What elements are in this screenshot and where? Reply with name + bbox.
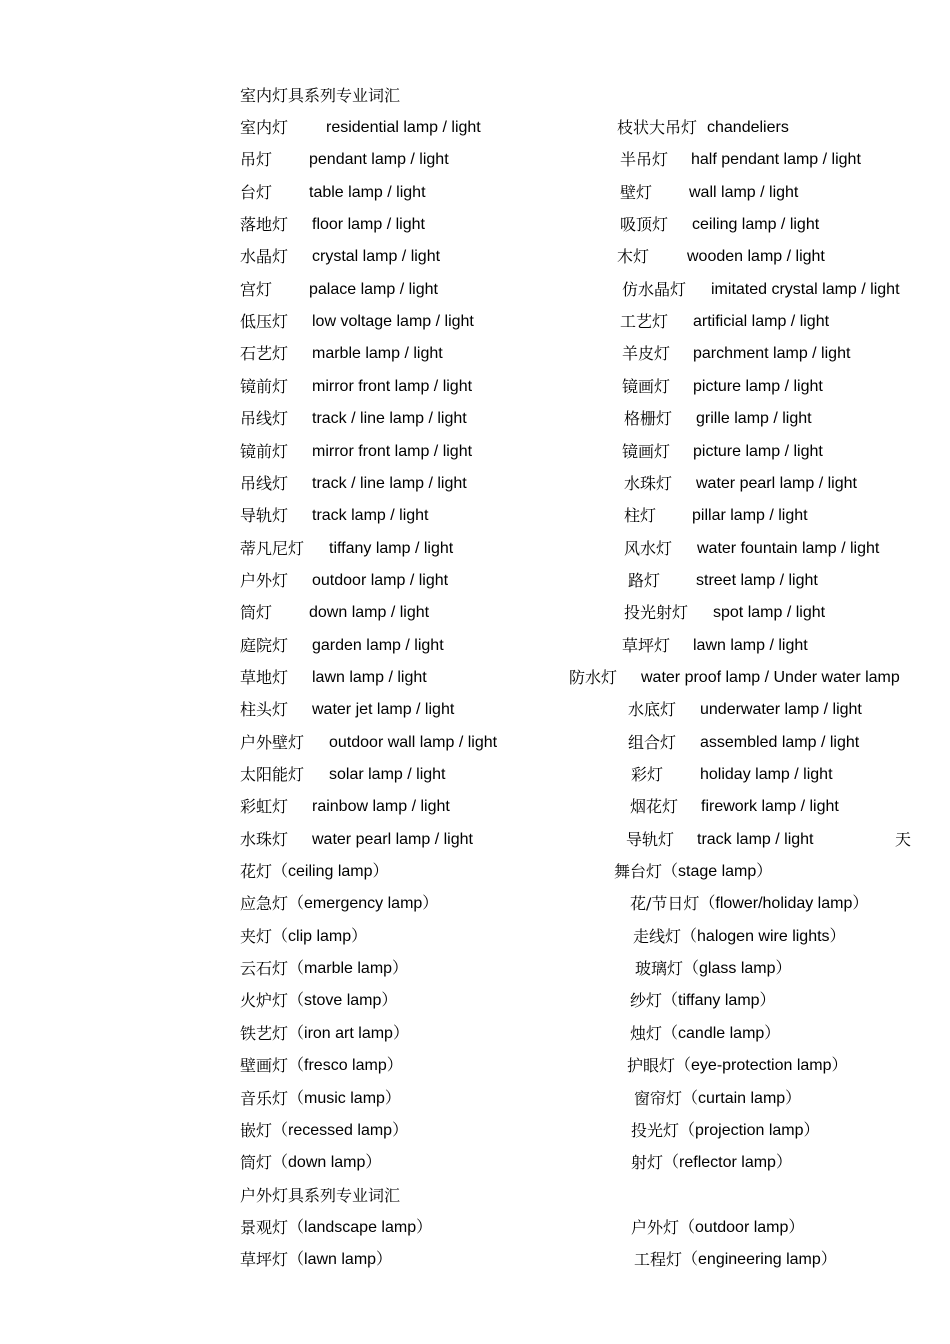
term-chinese: 风水灯 bbox=[624, 538, 673, 558]
term-chinese: 射灯 bbox=[631, 1153, 664, 1173]
term-chinese: 烛灯 bbox=[630, 1023, 663, 1043]
term-english: crystal lamp / light bbox=[312, 248, 441, 266]
term-english: track / line lamp / light bbox=[312, 474, 467, 492]
term-english: imitated crystal lamp / light bbox=[711, 280, 900, 298]
term-chinese: 草地灯 bbox=[240, 667, 289, 687]
term-english: （flower/holiday lamp） bbox=[699, 895, 869, 913]
term-english: （projection lamp） bbox=[679, 1121, 820, 1139]
term-english: wall lamp / light bbox=[689, 183, 799, 201]
term-english: （fresco lamp） bbox=[288, 1057, 403, 1075]
term-chinese: 壁画灯 bbox=[240, 1056, 289, 1076]
term-english: water jet lamp / light bbox=[312, 701, 455, 719]
term-chinese: 景观灯 bbox=[240, 1218, 289, 1237]
term-chinese: 防水灯 bbox=[569, 667, 618, 687]
term-english: grille lamp / light bbox=[696, 410, 812, 428]
term-english: track lamp / light bbox=[312, 507, 429, 525]
term-english: water pearl lamp / light bbox=[696, 474, 857, 492]
term-english: （recessed lamp） bbox=[272, 1121, 409, 1139]
term-english: （music lamp） bbox=[288, 1089, 401, 1107]
term-chinese: 筒灯 bbox=[240, 603, 273, 623]
term-chinese: 筒灯 bbox=[240, 1153, 273, 1173]
term-english: （emergency lamp） bbox=[288, 895, 439, 913]
term-chinese: 路灯 bbox=[628, 570, 661, 590]
term-english: （eye-protection lamp） bbox=[675, 1057, 848, 1075]
term-chinese: 落地灯 bbox=[240, 215, 289, 235]
term-english: （glass lamp） bbox=[683, 960, 792, 978]
term-chinese: 嵌灯 bbox=[240, 1120, 273, 1140]
term-chinese: 木灯 bbox=[617, 247, 650, 267]
term-english: residential lamp / light bbox=[326, 119, 481, 136]
term-chinese: 柱头灯 bbox=[240, 700, 289, 720]
term-chinese: 仿水晶灯 bbox=[622, 279, 687, 299]
term-chinese: 镜前灯 bbox=[240, 441, 289, 461]
term-chinese: 音乐灯 bbox=[240, 1088, 289, 1108]
term-english: tiffany lamp / light bbox=[329, 539, 454, 557]
term-chinese: 水底灯 bbox=[628, 700, 677, 720]
term-chinese: 吊线灯 bbox=[240, 409, 289, 429]
term-english: chandeliers bbox=[707, 119, 789, 136]
term-english: pendant lamp / light bbox=[309, 151, 449, 169]
term-english: marble lamp / light bbox=[312, 345, 443, 363]
term-chinese: 导轨灯 bbox=[240, 506, 289, 526]
term-chinese: 护眼灯 bbox=[627, 1056, 676, 1076]
term-english: （stove lamp） bbox=[288, 992, 398, 1010]
term-english: （lawn lamp） bbox=[288, 1251, 393, 1269]
term-chinese: 水珠灯 bbox=[624, 473, 673, 493]
term-english: picture lamp / light bbox=[693, 442, 823, 460]
term-english: garden lamp / light bbox=[312, 636, 444, 654]
term-chinese: 户外壁灯 bbox=[240, 732, 305, 752]
term-chinese: 彩灯 bbox=[631, 765, 664, 784]
term-chinese: 镜画灯 bbox=[622, 376, 671, 396]
term-english: table lamp / light bbox=[309, 183, 426, 201]
term-chinese: 镜画灯 bbox=[622, 441, 671, 461]
term-english: artificial lamp / light bbox=[693, 313, 830, 331]
term-english: picture lamp / light bbox=[693, 377, 823, 395]
term-chinese: 太阳能灯 bbox=[240, 765, 305, 784]
term-english: assembled lamp / light bbox=[700, 733, 860, 751]
term-english: floor lamp / light bbox=[312, 216, 425, 234]
term-english: （candle lamp） bbox=[662, 1024, 781, 1042]
term-english: lawn lamp / light bbox=[693, 636, 808, 654]
term-chinese: 户外灯 bbox=[240, 570, 289, 590]
term-english: half pendant lamp / light bbox=[691, 151, 861, 169]
term-chinese: 柱灯 bbox=[624, 506, 657, 526]
term-english: （iron art lamp） bbox=[288, 1024, 409, 1042]
term-chinese: 走线灯 bbox=[633, 926, 682, 946]
term-english: mirror front lamp / light bbox=[312, 442, 473, 460]
term-english: （engineering lamp） bbox=[682, 1251, 837, 1269]
term-english: （clip lamp） bbox=[272, 927, 368, 945]
term-chinese: 水晶灯 bbox=[240, 247, 289, 267]
term-chinese: 彩虹灯 bbox=[240, 797, 289, 817]
term-chinese: 组合灯 bbox=[628, 732, 677, 752]
term-chinese: 室内灯 bbox=[240, 118, 289, 137]
term-english: water proof lamp / Under water lamp bbox=[641, 668, 900, 686]
term-english: wooden lamp / light bbox=[687, 248, 825, 266]
term-english: pillar lamp / light bbox=[692, 507, 808, 525]
term-english: spot lamp / light bbox=[713, 604, 826, 622]
term-chinese: 投光灯 bbox=[631, 1120, 680, 1140]
term-english: solar lamp / light bbox=[329, 766, 446, 783]
term-chinese: 工程灯 bbox=[634, 1250, 683, 1270]
term-english: （stage lamp） bbox=[662, 863, 773, 881]
term-chinese: 吸顶灯 bbox=[620, 215, 669, 235]
term-chinese: 户外灯 bbox=[631, 1218, 680, 1237]
term-english: underwater lamp / light bbox=[700, 701, 862, 719]
term-chinese: 花/节日灯 bbox=[630, 894, 700, 914]
term-english: （landscape lamp） bbox=[288, 1219, 433, 1236]
term-chinese: 窗帘灯 bbox=[634, 1088, 683, 1108]
term-english: down lamp / light bbox=[309, 604, 430, 622]
term-chinese: 应急灯 bbox=[240, 894, 289, 914]
term-english: palace lamp / light bbox=[309, 280, 438, 298]
term-english: water pearl lamp / light bbox=[312, 830, 473, 848]
term-chinese: 舞台灯 bbox=[614, 862, 663, 882]
term-chinese: 云石灯 bbox=[240, 959, 289, 979]
term-chinese: 羊皮灯 bbox=[622, 344, 671, 364]
term-chinese: 草坪灯 bbox=[240, 1250, 289, 1270]
term-english: street lamp / light bbox=[696, 571, 818, 589]
term-english: water fountain lamp / light bbox=[697, 539, 880, 557]
term-chinese: 枝状大吊灯 bbox=[617, 118, 698, 137]
term-chinese: 宫灯 bbox=[240, 279, 273, 299]
term-chinese: 水珠灯 bbox=[240, 829, 289, 849]
trailing-character: 天 bbox=[895, 830, 912, 849]
heading-outdoor-lighting-terms: 户外灯具系列专业词汇 bbox=[240, 1186, 401, 1205]
term-english: lawn lamp / light bbox=[312, 668, 427, 686]
term-chinese: 半吊灯 bbox=[620, 150, 669, 170]
term-chinese: 烟花灯 bbox=[630, 797, 679, 817]
term-english: （down lamp） bbox=[272, 1154, 382, 1172]
term-chinese: 导轨灯 bbox=[626, 829, 675, 849]
term-chinese: 庭院灯 bbox=[240, 635, 289, 655]
term-english: （curtain lamp） bbox=[682, 1089, 802, 1107]
term-english: ceiling lamp / light bbox=[692, 216, 820, 234]
term-english: track / line lamp / light bbox=[312, 410, 467, 428]
term-english: parchment lamp / light bbox=[693, 345, 851, 363]
term-chinese: 石艺灯 bbox=[240, 344, 289, 364]
term-chinese: 纱灯 bbox=[630, 991, 663, 1011]
term-english: outdoor wall lamp / light bbox=[329, 733, 498, 751]
term-chinese: 投光射灯 bbox=[624, 603, 689, 623]
term-english: （marble lamp） bbox=[288, 960, 409, 978]
term-english: （tiffany lamp） bbox=[662, 992, 776, 1010]
term-english: outdoor lamp / light bbox=[312, 571, 449, 589]
term-english: （ceiling lamp） bbox=[272, 863, 389, 881]
term-chinese: 蒂凡尼灯 bbox=[240, 538, 305, 558]
term-english: （reflector lamp） bbox=[663, 1154, 792, 1172]
term-english: （outdoor lamp） bbox=[679, 1219, 805, 1236]
term-chinese: 玻璃灯 bbox=[635, 959, 684, 979]
term-chinese: 吊线灯 bbox=[240, 473, 289, 493]
term-chinese: 镜前灯 bbox=[240, 376, 289, 396]
heading-indoor-lighting-terms: 室内灯具系列专业词汇 bbox=[240, 86, 401, 105]
term-english: mirror front lamp / light bbox=[312, 377, 473, 395]
term-english: holiday lamp / light bbox=[700, 766, 833, 783]
term-chinese: 花灯 bbox=[240, 862, 273, 882]
term-chinese: 低压灯 bbox=[240, 312, 289, 332]
term-chinese: 壁灯 bbox=[620, 182, 653, 202]
term-chinese: 铁艺灯 bbox=[240, 1023, 289, 1043]
term-chinese: 台灯 bbox=[240, 182, 273, 202]
term-chinese: 吊灯 bbox=[240, 150, 273, 170]
term-english: rainbow lamp / light bbox=[312, 798, 450, 816]
term-english: firework lamp / light bbox=[701, 798, 839, 816]
term-english: （halogen wire lights） bbox=[681, 927, 846, 945]
term-english: track lamp / light bbox=[697, 830, 814, 848]
term-english: low voltage lamp / light bbox=[312, 313, 474, 331]
term-chinese: 夹灯 bbox=[240, 926, 273, 946]
term-chinese: 火炉灯 bbox=[240, 991, 289, 1011]
term-chinese: 草坪灯 bbox=[622, 635, 671, 655]
term-chinese: 格栅灯 bbox=[624, 409, 673, 429]
term-chinese: 工艺灯 bbox=[620, 312, 669, 332]
